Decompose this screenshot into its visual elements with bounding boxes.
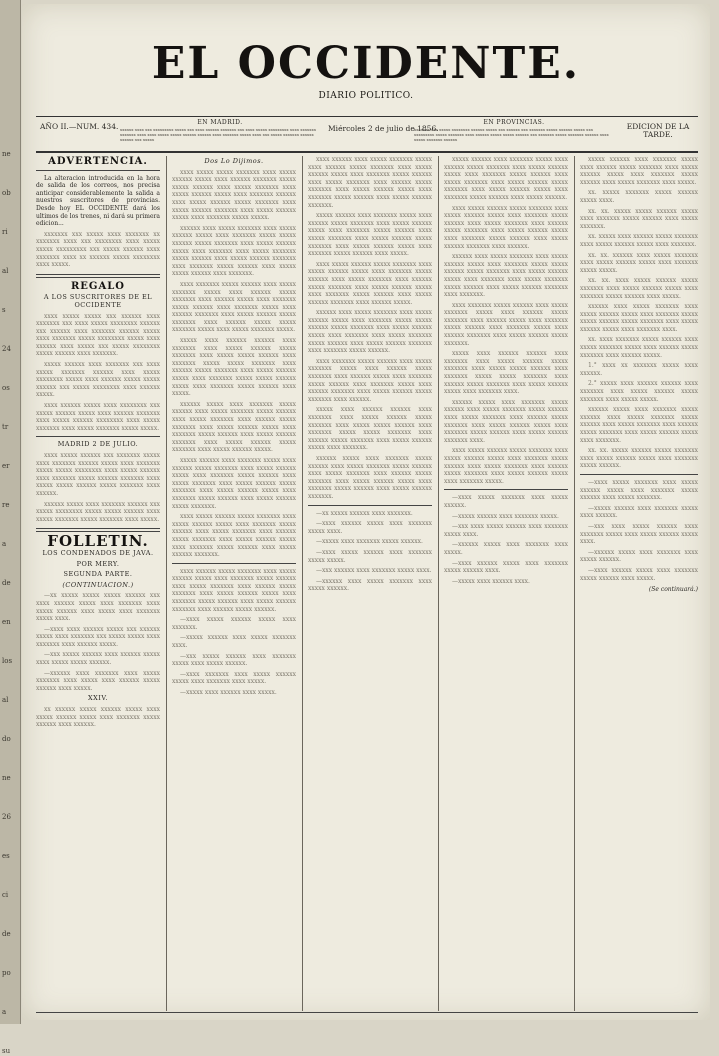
previous-page-fragment: al xyxy=(2,696,9,704)
previous-page-fragment: de xyxy=(2,930,11,938)
edition-label: EDICION DE LA TARDE. xyxy=(626,122,690,139)
provinces-prices xyxy=(414,119,614,142)
madrid-date-heading: MADRID 2 DE JULIO. xyxy=(57,440,139,449)
newspaper-title: EL OCCIDENTE. xyxy=(151,38,581,89)
to-be-continued: (Se continuará.) xyxy=(648,586,698,594)
subscription-info-bar xyxy=(36,116,698,153)
previous-page-fragment: tr xyxy=(2,423,9,431)
previous-page-edge xyxy=(0,0,21,1055)
previous-page-fragment: ob xyxy=(2,189,11,197)
provinces-fine-print: xxxxxxx xxx xxxxx xxxxxxxx xxxxxx xxxxx xxx xxxxxx xxx xxxxxxx xxxxx xxxxxx xxxxx xxx xxxxxxxxx xxxxx xxxxxxx xxxx xxxxxx xxxxx xxxxx xxxxxx xxx xxxxxxx xxxxx xxxxxxx xxxxxx xxxx xxxxx xxxxxxx xxxxxx xyxy=(414,127,609,142)
madrid-label: EN MADRID. xyxy=(197,119,243,126)
provinces-label: EN PROVINCIAS. xyxy=(483,119,545,126)
newspaper-subtitle: DIARIO POLITICO. xyxy=(318,91,414,101)
madrid-fine-print: xxxxxx xxxx xxx xxxxxxxxx xxxxx xxx xxxx xxxxxx xxxxxxx xxx xxxx xxxxx xxxxxxxxx xxxx xxxxxxx xxxxxxx xxxx xxxx xxxxx xxxxx xxxxxx xxxxxx xxxx xxxxxxx xxxxx xxxx xxx xxxxx xxxxxxx xxxxxx xxxxxx xxx xxxxx xyxy=(120,127,317,142)
previous-page-fragment: 24 xyxy=(2,345,11,353)
previous-page-fragment: po xyxy=(2,969,11,977)
previous-page-fragment: os xyxy=(2,384,10,392)
previous-page-fragment: do xyxy=(2,735,11,743)
newspaper-page xyxy=(22,4,710,1020)
previous-page-fragment: ne xyxy=(2,150,11,158)
regalo-subheading: A LOS SUSCRITORES DE EL OCCIDENTE xyxy=(43,293,153,309)
column-4: xxxxx xxxxxx xxxx xxxxxxx xxxxx xxxx xxxxxx xxxxx xxxxxxx xxxx xxxxx xxxxxx xxxxx xxxx xxxxxxx xxxxx xxxxxx xxxx xxxxx xxxxxxx xxxx xxxxx xxxxxx xxxxx xxxxxxx xxxx xxxxx xxxxxx xxxxx xxxx xxxxxxx xxxxx xxxxxx xxxx xxxxx xxxxxx. xxxx xxxxx xxxxxx xxxxx xxxxxxx xxxx xxxxx xxxxxx xxxxx xxxx xxxxxxx xxxxx xxxxxx xxxx xxxxx xxxxxxx xxxx xxxxxx xxxxx xxxxxxx xxxx xxxxx xxxxxx xxxxx xxxx xxxxxxx xxxxx xxxxxx xxxx xxxxx xxxxxx xxxxxxx xxxx xxxxxx. xxxxxx xxxx xxxxx xxxxxxx xxxx xxxxx xxxxxx xxxxx xxxx xxxxxxx xxxxx xxxxx xxxxxx xxxxx xxxxxxx xxxx xxxxx xxxxxx xxxxx xxxx xxxxxxx xxxx xxxxx xxxxxxx xxxxx xxxxxx xxxx xxxxx xxxxxx xxxxxxx xxxx xxxxxxx. xxxx xxxxxxx xxxxx xxxxxx xxxx xxxxx xxxxxxx xxxxx xxxx xxxxxx xxxxx xxxxxxx xxxx xxxxxx xxxxx xxxx xxxxxxx xxxxx xxxxxx xxxx xxxxxxx xxxxx xxxx xxxxxx xxxxxxx xxxx xxxxx xxxxxx xxxxx xxxxxxx. xxxxx xxxx xxxxxx xxxxxx xxxx xxxxxxx xxxx xxxxx xxxxxx xxxxx xxxxxxx xxxx xxxxx xxxxx xxxxxx xxxx xxxxxxx xxxxx xxxxx xxxxxxx xxxx xxxxxx xxxxx xxxxxxx xxxx xxxxx xxxxxx xxxxx xxxx xxxxxxx xxxx. xxxxxx xxxxx xxxx xxxxxxx xxxxx xxxxxx xxxx xxxxx xxxxxxx xxxxx xxxxxx xxxx xxxxx xxxxxxx xxxx xxxxxx xxxxx xxxxxxx xxxx xxxxx xxxxxx xxxxx xxxx xxxxxxx xxxxx xxxxxx xxxx xxxxx xxxxxx xxxxxxx xxxx. xxxx xxxxx xxxxxx xxxxx xxxxxxx xxxx xxxxx xxxxxx xxxxx xxxx xxxxxxx xxxxx xxxxxx xxxx xxxxx xxxxxxx xxxx xxxxxx xxxxx xxxxxxx xxxx xxxxx xxxxxx xxxxx xxxx xxxxxxx xxxxx. —xxxx xxxxx xxxxxxx xxxx xxxxx xxxxxx. —xxxxx xxxxxx xxxx xxxxxxx xxxxx. —xxx xxxx xxxxx xxxxxx xxxx xxxxxxx xxxxx xxxx. —xxxxxx xxxxx xxxx xxxxxxx xxxx xxxxx. —xxxx xxxxxx xxxxx xxxx xxxxxxx xxxxx xxxxxx xxxx. —xxxxx xxxx xxxxxx xxxx. xyxy=(444,156,568,585)
previous-page-fragment: en xyxy=(2,618,11,626)
column-1: ADVERTENCIA. La alteracion introducida en la hora de salida de los correos, nos precisa anticipar considerablemente la salida a nuestros suscritores de provincias. Desde hoy EL OCCIDENTE dará los ultimos de los trenes, ni dará su primera edicion... xxxxxxx xxx xxxxx xxxx xxxxxxx xx xxxxxxx xxxx xxx xxxxxxxx xxxx xxxxx xxxxx xxxxxxxxx xxx xxxxx xxxxxx xxxx xxxxxxx xxxx xx xxxxxx xxxxx xxxxxxxx xxxx xxxxx. REGALO A LOS SUSCRITORES DE EL OCCIDENTE xxxx xxxxx xxxxx xxx xxxxxx xxxx xxxxxxx xxx xxxx xxxxx xxxxxxxx xxxxxx xxx xxxxxx xxxx xxxxxxx xxxxxx xxxxx xxxx xxxxxxx xxxxx xxxxxxxx xxxxx xxxx xxxxxx xxxx xxxxx xxx xxxxx xxxxxxxx xxxxx xxxxxx xxxx xxxxxxx. xxxxx xxxxxx xxxx xxxxxxx xxx xxxx xxxxx xxxxxxx xxxxxx xxxx xxxxx xxxxxxxx xxxxx xxxx xxxxxx xxxxx xxxxx xxxxxx xxx xxxxx xxxxxxxx xxxx xxxxxx xxxxx. xxxx xxxxxx xxxxx xxxx xxxxxxxx xxx xxxxx xxxxxx xxxxx xxxx xxxxxx xxxxxxx xxxx xxxxx xxxxxx xxxxxxxx xxxx xxxxx xxxxxxx xxxx xxxxx xxxxxxx xxxxx xxxxx. MADRID 2 DE JULIO. xxxx xxxxx xxxxxx xxx xxxxxxx xxxxx xxxx xxxxxxx xxxxxx xxxxx xxxx xxxxxxx xxxxx xxxxx xxxxxxxx xxxx xxxxx xxxxxx xxxx xxxxxxx xxxxx xxxxxx xxxxxxx xxxx xxxxx xxxxx xxxxxx xxxxx xxxxxxx xxxx xxxxxx. xxxxxx xxxxx xxxx xxxxxxx xxxxxx xxx xxxxx xxxxxxxx xxxxx xxxxx xxxxxx xxxx xxxxx xxxxxxx xxxxx xxxxxxx xxxx xxxxx. FOLLETIN. LOS CONDENADOS DE JAVA. POR MERY. SEGUNDA PARTE. (CONTINUACION.) —xx xxxxx xxxxx xxxxx xxxxxx xxx xxxx xxxxxx xxxxx xxxx xxxxxxx xxxx xxxxx xxxxxx xxxx xxxxx xxxx xxxxxxx xxxxx xxxx. —xxxx xxxx xxxxxx xxxxx xxx xxxxxx xxxxx xxxx xxxxxxx xxx xxxxx xxxxx xxxx xxxxxxx xxxx xxxxxx xxxxx. —xxx xxxxx xxxxxx xxxx xxxxxx xxxxx xxxx xxxxx xxxxx xxxxxx. —xxxxxx xxxx xxxxxxx xxxx xxxxx xxxxxxx xxxx xxxxx xxxx xxxxxx xxxxx xxxxxx xxxx xxxxx. XXIV. xx xxxxxx xxxxx xxxxxx xxxxx xxxx xxxxx xxxxxx xxxxx xxxx xxxxxxx xxxxx xxxxxx xxxx xxxxxx. xyxy=(36,156,160,729)
previous-page-fragment: los xyxy=(2,657,13,665)
previous-page-fragment: ne xyxy=(2,774,11,782)
previous-page-fragment: su xyxy=(2,1047,11,1055)
column-2-opening: Dos Lo Dijimos. xyxy=(204,157,264,165)
previous-page-fragment: 26 xyxy=(2,813,11,821)
previous-page-fragment: es xyxy=(2,852,10,860)
previous-page-fragment: de xyxy=(2,579,11,587)
previous-page-fragment: s xyxy=(2,306,6,314)
previous-page-fragment: a xyxy=(2,1008,7,1016)
previous-page-fragment: re xyxy=(2,501,10,509)
previous-page-fragment: al xyxy=(2,267,9,275)
advertencia-text: La alteracion introducida en la hora de salida de los correos, nos precisa anticipar considerablemente la salida a nuestros suscritores de provincias. Desde hoy EL OCCIDENTE dará los ultimos de los trenes, ni dará su primera edicion... xyxy=(36,174,160,228)
folletin-title: LOS CONDENADOS DE JAVA. xyxy=(42,548,154,557)
chapter-number: XXIV. xyxy=(88,694,108,703)
issue-number: AÑO II.—NUM. 434. xyxy=(40,122,119,131)
folletin-continuation: (CONTINUACION.) xyxy=(62,580,134,589)
folletin-author: POR MERY. xyxy=(76,559,120,568)
column-2: Dos Lo Dijimos. xxxx xxxxx xxxxx xxxxxxx xxxx xxxxx xxxxxx xxxxx xxxx xxxxxx xxxxxxx xxxxx xxxxx xxxxxx xxxx xxxxx xxxxxxx xxxx xxxxx xxxxxx xxxxx xxxx xxxxxxx xxxxxx xxxx xxxxx xxxxxx xxxxx xxxxxxx xxxx xxxxx xxxxxx xxxxxxx xxxx xxxxx xxxxxx xxxxx xxxx xxxxxxx xxxxx xxxxx. xxxxxx xxxx xxxxx xxxxxxx xxxx xxxxx xxxxxx xxxxx xxxx xxxxxxx xxxxx xxxxx xxxxxx xxxxx xxxxxxx xxxx xxxxx xxxxxx xxxxx xxxx xxxxxxx xxxx xxxxx xxxxxxx xxxxx xxxxxx xxxx xxxxx xxxxxx xxxxxxx xxxx xxxxxxx xxxxx xxxxxx xxxx xxxxx xxxxx xxxxxx xxxx xxxxxxx. xxxx xxxxxxx xxxxx xxxxxx xxxx xxxxx xxxxxxx xxxxx xxxx xxxxxx xxxxx xxxxxxx xxxx xxxxxx xxxxx xxxx xxxxxxx xxxxx xxxxxx xxxx xxxxxxx xxxxx xxxx xxxxxx xxxxxxx xxxx xxxxx xxxxxx xxxxx xxxxxxx xxxx xxxxxx xxxxx xxxxx xxxxxxx xxxxx xxxx xxxxx xxxxxxx xxxxx. xxxxx xxxx xxxxxx xxxxxx xxxx xxxxxxx xxxx xxxxx xxxxxx xxxxx xxxxxxx xxxx xxxxx xxxxx xxxxxx xxxx xxxxxxx xxxxx xxxxx xxxxxxx xxxx xxxxxx xxxxx xxxxxxx xxxx xxxxx xxxxxx xxxxx xxxx xxxxxxx xxxxx xxxxx xxxxxx xxxxx xxxx xxxxxxx xxxxx xxxxxx xxxx xxxxx. xxxxxx xxxxx xxxx xxxxxxx xxxxx xxxxxx xxxx xxxxx xxxxxxx xxxxx xxxxxx xxxx xxxxx xxxxxxx xxxx xxxxxx xxxxx xxxxxxx xxxx xxxxx xxxxxx xxxxx xxxx xxxxxxx xxxxx xxxxxx xxxx xxxxx xxxxxx xxxxxxx xxxx xxxxx xxxxxx xxxxx xxxxxxx xxxx xxxxx xxxxxx xxxxx. xxxxx xxxxxx xxxx xxxxxxx xxxxx xxxx xxxxxx xxxxx xxxxxxx xxxx xxxxx xxxxxx xxxxx xxxx xxxxxxx xxxxx xxxxxx xxxx xxxxx xxxxxxx xxxx xxxxx xxxxxx xxxxx xxxxxxx xxxx xxxxx xxxxxx xxxxx xxxx xxxxxxx xxxxx xxxxxx xxxx xxxxx xxxxxx xxxxx xxxxxxx. xxxx xxxxx xxxxxx xxxxx xxxxxxx xxxx xxxxx xxxxxx xxxxx xxxx xxxxxxx xxxxx xxxxxx xxxx xxxxx xxxxxxx xxxx xxxxxx xxxxx xxxxxxx xxxx xxxxx xxxxxx xxxxx xxxx xxxxxxx xxxxx xxxxxx xxxx xxxxx xxxxxx xxxxxxx. xxxx xxxxxx xxxxx xxxxxxx xxxx xxxxx xxxxxx xxxxx xxxx xxxxxxx xxxxx xxxxxx xxxx xxxxx xxxxxxx xxxx xxxxxx xxxxx xxxxxxx xxxx xxxxx xxxxxx xxxxx xxxx xxxxxxx xxxxx xxxxxx xxxx xxxxx xxxxxx xxxxxxx xxxx xxxxxx xxxxx xxxxxx. —xxxx xxxxx xxxxxx xxxxx xxxx xxxxxxx. —xxxxx xxxxxx xxxx xxxxx xxxxxxx xxxx. —xxx xxxxx xxxxxx xxxx xxxxxxx xxxxx xxxx xxxxx xxxxxx. —xxxx xxxxxxx xxxx xxxxx xxxxxx xxxxx xxxx xxxxxxx xxxx xxxxx. —xxxxx xxxx xxxxxx xxxx xxxxx. xyxy=(172,157,296,696)
previous-page-fragment: ci xyxy=(2,891,9,899)
madrid-prices xyxy=(120,119,320,142)
folletin-heading: FOLLETIN. xyxy=(47,532,149,551)
folletin-part: SEGUNDA PARTE. xyxy=(63,570,133,579)
column-3: xxxx xxxxxx xxxx xxxxx xxxxxxx xxxxx xxxx xxxxxx xxxxx xxxxxxx xxxx xxxxx xxxxxx xxxxx xxxx xxxxxxx xxxxx xxxxxx xxxx xxxxx xxxxxxx xxxx xxxxxx xxxxx xxxxxxx xxxx xxxxx xxxxxx xxxxx xxxx xxxxxxx xxxxx xxxxxx xxxx xxxxx xxxxxx xxxxxxx. xxxxx xxxxxx xxxx xxxxxxx xxxxx xxxx xxxxxx xxxxx xxxxxxx xxxx xxxxx xxxxxx xxxxx xxxx xxxxxxx xxxxx xxxxxx xxxx xxxxx xxxxxxx xxxx xxxxx xxxxxx xxxxx xxxxxxx xxxx xxxxx xxxxxx xxxxx xxxx xxxxxxx xxxxx xxxxxx xxxx xxxxx. xxxx xxxxx xxxxxx xxxxx xxxxxxx xxxx xxxxx xxxxxx xxxxx xxxx xxxxxxx xxxxx xxxxxx xxxx xxxxx xxxxxxx xxxx xxxxxx xxxxx xxxxxxx xxxx xxxxx xxxxxx xxxxx xxxx xxxxxxx xxxxx xxxxxx xxxx xxxxx xxxxxx xxxxxxx xxxx xxxxxx xxxxx. xxxxxx xxxx xxxxx xxxxxxx xxxx xxxxx xxxxxx xxxxx xxxx xxxxxxx xxxxx xxxxx xxxxxx xxxxx xxxxxxx xxxx xxxxx xxxxxx xxxxx xxxx xxxxxxx xxxx xxxxx xxxxxxx xxxxx xxxxxx xxxx xxxxx xxxxxx xxxxxxx xxxx xxxxxxx xxxxx xxxxxx. xxxx xxxxxxx xxxxx xxxxxx xxxx xxxxx xxxxxxx xxxxx xxxx xxxxxx xxxxx xxxxxxx xxxx xxxxxx xxxxx xxxx xxxxxxx xxxxx xxxxxx xxxx xxxxxxx xxxxx xxxx xxxxxx xxxxxxx xxxx xxxxx xxxxxx xxxxx xxxxxxx xxxx xxxxxx. xxxxx xxxx xxxxxx xxxxxx xxxx xxxxxxx xxxx xxxxx xxxxxx xxxxx xxxxxxx xxxx xxxxx xxxxx xxxxxx xxxx xxxxxxx xxxxx xxxxx xxxxxxx xxxx xxxxxx xxxxx xxxxxxx xxxx xxxxx xxxxxx xxxxx xxxx xxxxxxx. xxxxxx xxxxx xxxx xxxxxxx xxxxx xxxxxx xxxx xxxxx xxxxxxx xxxxx xxxxxx xxxx xxxxx xxxxxxx xxxx xxxxxx xxxxx xxxxxxx xxxx xxxxx xxxxxx xxxxx xxxx xxxxxxx xxxxx xxxxxx xxxx xxxxx xxxxxx xxxxxxx. —xx xxxxx xxxxxx xxxx xxxxxxx. —xxxx xxxxxx xxxxx xxxx xxxxxxx xxxxx xxxx. —xxxxx xxxx xxxxxxx xxxxx xxxxxx. —xxxx xxxxx xxxxxx xxxx xxxxxxx xxxxx xxxxx. —xxx xxxxxx xxxx xxxxxxx xxxxx xxxx. —xxxxxx xxxx xxxxx xxxxxxx xxxx xxxxx xxxxxx. xyxy=(308,156,432,593)
advertencia-heading: ADVERTENCIA. xyxy=(48,156,148,167)
issue-date: Miércoles 2 de julio de 1856. xyxy=(328,124,439,133)
previous-page-fragment: ri xyxy=(2,228,8,236)
regalo-heading: REGALO xyxy=(71,280,125,292)
previous-page-fragment: a xyxy=(2,540,7,548)
previous-page-fragment: er xyxy=(2,462,10,470)
column-5: xxxxx xxxxxx xxxx xxxxxxx xxxxx xxxx xxxxxx xxxxx xxxxxxx xxxx xxxxx xxxxxx xxxxx xxxx xxxxxxx xxxxx xxxxxx xxxx xxxxx xxxxxxx xxxx xxxxx. xx. xxxxx xxxxxxx xxxxx xxxxxx xxxxx xxxx. xx. xx. xxxxx xxxxx xxxxxx xxxxx xxxx xxxxxxx xxxxx xxxxxx xxxx xxxxx xxxxxxx. xx. xxxxx xxxx xxxxxx xxxxx xxxxxxx xxxx xxxxx xxxxxx xxxxx xxxx xxxxxxx. xx. xx. xxxxxx xxxx xxxxx xxxxxxx xxxx xxxxx xxxxxx xxxxx xxxx xxxxxxx xxxxx xxxxx. xx. xx. xxxx xxxxx xxxxxx xxxxx xxxxxxx xxxx xxxxx xxxxxx xxxxx xxxx xxxxxxx xxxxx xxxxxx xxxx xxxxx. xxxxxx xxxx xxxxx xxxxxxx xxxx xxxxx xxxxxx xxxxx xxxx xxxxxxx xxxxx xxxxx xxxxxx xxxxx xxxxxxx xxxx xxxxx xxxxxx xxxxx xxxx xxxxxxx xxxx. xx. xxxx xxxxxxx xxxxx xxxxxx xxxx xxxxx xxxxxxx xxxxx xxxx xxxxxx xxxxx xxxxxxx xxxx xxxxxx xxxxx. 1.° xxxx xx xxxxxxx xxxxx xxxx xxxxxx. 2.° xxxxx xxxx xxxxxx xxxxxx xxxx xxxxxxx xxxx xxxxx xxxxxx xxxxx xxxxxxx xxxx xxxxx xxxxx. xxxxxx xxxxx xxxx xxxxxxx xxxxx xxxxxx xxxx xxxxx xxxxxxx xxxxx xxxxxx xxxx xxxxx xxxxxxx xxxx xxxxxx xxxxx xxxxxxx xxxx xxxxx xxxxxx xxxxx xxxx xxxxxxx. xx. xx. xxxxx xxxxxx xxxxx xxxxxxx xxxx xxxxx xxxxxx xxxxx xxxx xxxxxxx xxxxx xxxxxx. —xxxx xxxxx xxxxxxx xxxx xxxxx xxxxxx xxxxx xxxx xxxxxxx xxxxx xxxxxx xxxx xxxxx xxxxxxx. —xxxxx xxxxxx xxxx xxxxxxx xxxxx xxxx xxxxxx. —xxx xxxx xxxxx xxxxxx xxxx xxxxxxx xxxxx xxxx xxxxx xxxxxx xxxxx xxxx. —xxxxxx xxxxx xxxx xxxxxxx xxxx xxxxx xxxxxx. —xxxx xxxxxx xxxxx xxxx xxxxxxx xxxxx xxxxxx xxxx xxxxx. (Se continuará.) xyxy=(580,156,698,594)
